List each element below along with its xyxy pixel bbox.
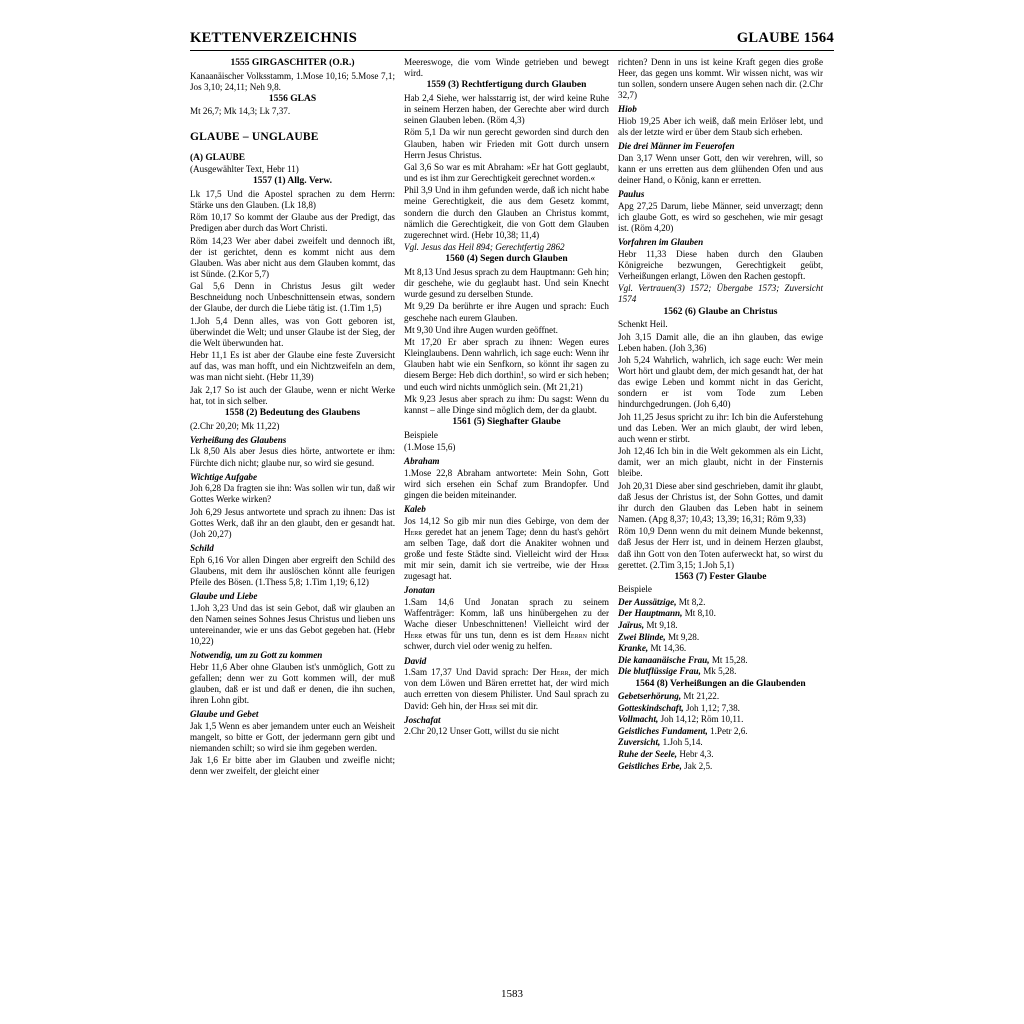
reference-list-item-title: Vollmacht,	[618, 714, 659, 725]
italic-subheading: Hiob	[618, 104, 637, 115]
italic-subheading: Wichtige Aufgabe	[190, 471, 257, 482]
reference-list-item-citation: Mt 9,28.	[665, 631, 700, 642]
italic-subheading: David	[404, 655, 427, 666]
paragraph: Röm 14,23 Wer aber dabei zweifelt und dennoch ißt, der ist gerichtet, denn es kommt nicht aus dem Glauben. Was aber nicht aus dem Glauben kommt, das ist Sünde. (2.Kor 5,7)	[190, 235, 395, 279]
paragraph: 1.Sam 14,6 Und Jonatan sprach zu seinem Waffenträger: Komm, laß uns hinübergehen zu der Wache dieser Unbeschnittenen! Vielleicht wird der Herr etwas für uns tun, denn es ist dem Herrn nicht schwer, durch viel oder wenig zu helfen.	[404, 597, 609, 652]
paragraph: Mk 9,23 Jesus aber sprach zu ihm: Du sagst: Wenn du kannst – alle Dinge sind möglich dem, der da glaubt.	[404, 393, 609, 415]
paragraph: Röm 10,9 Denn wenn du mit deinem Munde bekennst, daß Jesus der Herr ist, und in deinem Herzen glaubst, daß ihn Gott von den Toten auferweckt hat, so wirst du gerettet. (2.Tim 3,15; 1.Joh 5,1)	[618, 526, 823, 570]
reference-list-item-citation: Mt 14,36.	[648, 643, 687, 654]
paragraph: Apg 27,25 Darum, liebe Männer, seid unverzagt; denn ich glaube Gott, es wird so geschehen, wie mir gesagt ist. (Röm 4,20)	[618, 200, 823, 234]
reference-list-item-citation: Hebr 4,3.	[677, 749, 714, 760]
reference-list-item	[618, 749, 823, 760]
cross-reference: Vgl. Jesus das Heil 894; Gerechtfertig 2862	[404, 242, 565, 253]
reference-list-item-citation: Mt 9,18.	[644, 619, 678, 630]
italic-subheading: Paulus	[618, 189, 645, 200]
paragraph: 1.Mose 22,8 Abraham antwortete: Mein Sohn, Gott wird sich ersehen ein Schaf zum Brandopfer. Und gingen die beiden miteinander.	[404, 467, 609, 501]
italic-subheading: Abraham	[404, 456, 440, 467]
entry-heading: 1555 GIRGASCHITER (O.R.)	[230, 58, 355, 68]
paragraph: Joh 6,28 Da fragten sie ihn: Was sollen wir tun, daß wir Gottes Werke wirken?	[190, 483, 395, 505]
italic-subheading: Glaube und Gebet	[190, 709, 259, 720]
column-3	[618, 57, 823, 962]
reference-list-item-citation: Jak 2,5.	[681, 760, 713, 771]
paragraph: 1.Sam 17,37 Und David sprach: Der Herr, der mich von dem Löwen und Bären errettet hat, der wird mich auch erretten von diesem Philister. Und Saul sprach zu David: Geh hin, der Herr sei mit dir.	[404, 667, 609, 711]
italic-subheading: Glaube und Liebe	[190, 590, 258, 601]
entry-heading: 1558 (2) Bedeutung des Glaubens	[224, 408, 361, 419]
reference-list-item-citation: Joh 1,12; 7,38.	[683, 702, 740, 713]
entry-heading: 1560 (4) Segen durch Glauben	[445, 254, 568, 265]
paragraph: Röm 10,17 So kommt der Glaube aus der Predigt, das Predigen aber durch das Wort Christi.	[190, 212, 395, 234]
paragraph: Jak 2,17 So ist auch der Glaube, wenn er nicht Werke hat, tot in sich selber.	[190, 384, 395, 406]
reference-list-item	[618, 666, 823, 677]
paragraph: Phil 3,9 Und in ihm gefunden werde, daß ich nicht habe meine Gerechtigkeit, die aus dem Gesetz kommt, sondern die durch den Glauben an Christus kommt, nämlich die Gerechtigkeit, die von Gott dem Glauben zugerechnet wird. (Hebr 10,38; 11,4)	[404, 185, 609, 240]
paragraph: Joh 5,24 Wahrlich, wahrlich, ich sage euch: Wer mein Wort hört und glaubt dem, der mich gesandt hat, der hat das ewige Leben und kommt nicht in das Gericht, sondern er ist vom Tode zum Leben hindurchgedrungen. (Joh 6,40)	[618, 354, 823, 410]
italic-subheading: Schild	[190, 543, 214, 553]
reference-list-item-citation: Mk 5,28.	[700, 666, 737, 677]
paragraph: Jak 1,6 Er bitte aber im Glauben und zweifle nicht; denn wer zweifelt, der gleicht einer	[190, 755, 395, 777]
paragraph: Hebr 11,1 Es ist aber der Glaube eine feste Zuversicht auf das, was man hofft, und ein Nichtzweifeln an dem, was man nicht sieht. (Hebr 11,39)	[190, 350, 395, 383]
running-head	[190, 30, 834, 50]
reference-list-item	[618, 643, 823, 654]
reference-list-item	[618, 608, 823, 619]
paragraph: Hab 2,4 Siehe, wer halsstarrig ist, der wird keine Ruhe in seinem Herzen haben, der Gerechte aber wird durch seinen Glauben leben. (Röm 4,3)	[404, 92, 609, 126]
entry-heading: 1561 (5) Sieghafter Glaube	[452, 417, 561, 428]
paragraph: richten? Denn in uns ist keine Kraft gegen dies große Heer, das gegen uns kommt. Wir wissen nicht, was wir tun sollen, sondern unsere Augen sehen nach dir. (2.Chr 32,7)	[618, 57, 823, 101]
paragraph: Hebr 11,33 Diese haben durch den Glauben Königreiche bezwungen, Gerechtigkeit geübt, Verheißungen erlangt, Löwen den Rachen gestopft.	[618, 248, 823, 281]
header-rule	[190, 50, 834, 51]
paragraph: (1.Mose 15,6)	[404, 442, 456, 453]
paragraph: Joh 6,29 Jesus antwortete und sprach zu ihnen: Das ist Gottes Werk, daß ihr an den glaubt, den er gesandt hat. (Joh 20,27)	[190, 506, 395, 539]
paragraph: Hebr 11,6 Aber ohne Glauben ist's unmöglich, Gott zu gefallen; denn wer zu Gott kommen will, der muß glauben, daß er ist und daß er denen, die ihn suchen, ihren Lohn gibt.	[190, 661, 395, 705]
reference-list-item	[618, 761, 823, 772]
reference-list-item-title: Die blutflüssige Frau,	[618, 666, 701, 677]
reference-list-item-title: Die kanaanäische Frau,	[618, 654, 710, 665]
running-head-title: GLAUBE	[736, 30, 800, 46]
reference-list-item	[618, 737, 823, 748]
paragraph: Dan 3,17 Wenn unser Gott, den wir verehren, will, so kann er uns erretten aus dem glühenden Ofen und aus deiner Hand, o König, kann er erretten.	[618, 152, 823, 186]
entry-heading: 1556 GLAS	[268, 93, 317, 104]
paragraph: Mt 8,13 Und Jesus sprach zu dem Hauptmann: Geh hin; dir geschehe, wie du geglaubt hast. Und sein Knecht wurde gesund zu derselben Stunde.	[404, 266, 609, 300]
page-number: 1583	[501, 988, 523, 1000]
paragraph: Mt 26,7; Mk 14,3; Lk 7,37.	[190, 106, 291, 117]
reference-list-item-title: Der Hauptmann,	[618, 608, 683, 619]
paragraph: Joh 11,25 Jesus spricht zu ihr: Ich bin die Auferstehung und das Leben. Wer an mich glaubt, der wird leben, auch wenn er stirbt.	[618, 411, 823, 444]
reference-list-item-citation: Mt 21,22.	[681, 691, 720, 702]
paragraph: 1.Joh 3,23 Und das ist sein Gebot, daß wir glauben an den Namen seines Sohnes Jesus Christus und lieben uns untereinander, wie er uns das Gebot gegeben hat. (Hebr 10,22)	[190, 602, 395, 646]
reference-list-item-citation: Joh 14,12; Röm 10,11.	[658, 714, 744, 725]
column-2	[404, 57, 618, 962]
italic-subheading: Verheißung des Glaubens	[190, 434, 287, 445]
paragraph: Jak 1,5 Wenn es aber jemandem unter euch an Weisheit mangelt, so bitte er Gott, der jedermann gern gibt und niemanden schilt; so wird sie ihm gegeben werden.	[190, 720, 395, 753]
text-columns	[190, 57, 834, 962]
paragraph: Kanaanäischer Volksstamm, 1.Mose 10,16; 5.Mose 7,1; Jos 3,10; 24,11; Neh 9,8.	[190, 70, 395, 92]
paragraph: Mt 9,29 Da berührte er ihre Augen und sprach: Euch geschehe nach eurem Glauben.	[404, 301, 609, 323]
section-heading: GLAUBE – UNGLAUBE	[190, 130, 319, 143]
paragraph: Gal 3,6 So war es mit Abraham: »Er hat Gott geglaubt, und es ist ihm zur Gerechtigkeit gerechnet worden.«	[404, 161, 609, 184]
reference-list-item-title: Der Aussätzige,	[618, 596, 677, 607]
paragraph: Beispiele	[404, 429, 438, 440]
paragraph: Hiob 19,25 Aber ich weiß, daß mein Erlöser lebt, und als der letzte wird er über dem Staub sich erheben.	[618, 116, 823, 138]
paragraph: Beispiele	[618, 584, 652, 595]
italic-subheading: Jonatan	[404, 585, 435, 596]
entry-heading: 1559 (3) Rechtfertigung durch Glauben	[426, 80, 587, 91]
column-1	[190, 57, 404, 962]
italic-subheading: Joschafat	[404, 714, 441, 725]
reference-list-item	[618, 691, 823, 702]
running-head-number: 1564	[803, 30, 834, 46]
sub-heading: (A) GLAUBE	[190, 152, 245, 163]
cross-reference: Vgl. Vertrauen(3) 1572; Übergabe 1573; Zuversicht 1574	[618, 283, 823, 305]
reference-list-item-title: Ruhe der Seele,	[618, 749, 678, 760]
paragraph: Meereswoge, die vom Winde getrieben und bewegt wird.	[404, 57, 609, 79]
reference-list-item	[618, 597, 823, 608]
reference-list-item-title: Gebetserhörung,	[618, 691, 682, 702]
paragraph: Gal 5,6 Denn in Christus Jesus gilt weder Beschneidung noch Unbeschnittensein etwas, sondern der Glaube, der durch die Liebe tätig ist. (1.Tim 1,5)	[190, 281, 395, 314]
entry-heading: 1564 (8) Verheißungen an die Glaubenden	[635, 678, 806, 689]
reference-list-item	[618, 726, 823, 737]
running-head-left: KETTENVERZEICHNIS	[190, 30, 358, 46]
paragraph: 1.Joh 5,4 Denn alles, was von Gott geboren ist, überwindet die Welt; und unser Glaube ist der Sieg, der die Welt überwunden hat.	[190, 315, 395, 348]
reference-list-item	[618, 620, 823, 631]
paragraph: Joh 20,31 Diese aber sind geschrieben, damit ihr glaubt, daß Jesus der Christus ist, der Sohn Gottes, und damit ihr durch den Glauben das Leben habt in seinem Namen. (Apg 8,37; 10,43; 13,39; 16,31; Röm 9,33)	[618, 480, 824, 524]
reference-list-item-title: Jaïrus,	[618, 619, 645, 630]
entry-heading: 1557 (1) Allg. Verw.	[253, 176, 332, 187]
reference-list-item-title: Zuversicht,	[618, 737, 661, 748]
entry-heading: 1562 (6) Glaube an Christus	[663, 306, 778, 317]
reference-list-item	[618, 632, 823, 643]
reference-list-item-title: Geistliches Erbe,	[618, 760, 682, 771]
reference-list-item-citation: 1.Petr 2,6.	[707, 725, 748, 736]
reference-list-item-citation: Mt 8,10.	[682, 608, 716, 619]
paragraph: (2.Chr 20,20; Mk 11,22)	[190, 420, 280, 431]
reference-list-item-citation: Mt 15,28.	[709, 654, 748, 665]
reference-list-item-citation: 1.Joh 5,14.	[660, 737, 703, 748]
paragraph: Schenkt Heil.	[618, 319, 668, 330]
reference-list-item	[618, 703, 823, 714]
paragraph: Lk 17,5 Und die Apostel sprachen zu dem Herrn: Stärke uns den Glauben. (Lk 18,8)	[190, 188, 395, 210]
paragraph: Röm 5,1 Da wir nun gerecht geworden sind durch den Glauben, haben wir Frieden mit Gott durch unsern Herrn Jesus Christus.	[404, 127, 609, 160]
paragraph: Mt 17,20 Er aber sprach zu ihnen: Wegen eures Kleinglaubens. Denn wahrlich, ich sage euch: Wenn ihr Glauben habt wie ein Senfkorn, so könnt ihr sagen zu diesem Berge: Heb dich dorthin!, so wird er sich heben; und euch wird nichts unmöglich sein. (Mt 21,21)	[404, 337, 609, 392]
reference-list-item-title: Gotteskindschaft,	[618, 702, 684, 713]
entry-heading: 1563 (7) Fester Glaube	[674, 571, 767, 582]
paragraph: Lk 8,50 Als aber Jesus dies hörte, antwortete er ihm: Fürchte dich nicht; glaube nur, so wird sie gesund.	[190, 446, 395, 468]
reference-list-item-citation: Mt 8,2.	[676, 596, 706, 607]
italic-subheading: Vorfahren im Glauben	[618, 237, 704, 248]
paragraph: 2.Chr 20,12 Unser Gott, willst du sie nicht	[404, 726, 560, 737]
italic-subheading: Die drei Männer im Feuerofen	[618, 141, 735, 152]
reference-list-item-title: Zwei Blinde,	[618, 631, 666, 642]
paragraph: Eph 6,16 Vor allen Dingen aber ergreift den Schild des Glaubens, mit dem ihr auslöschen könnt alle feurigen Pfeile des Bösen. (1.Thess 5,8; 1.Tim 1,19; 6,12)	[190, 554, 395, 587]
running-head-right	[737, 30, 834, 47]
paragraph: Joh 3,15 Damit alle, die an ihn glauben, das ewige Leben haben. (Joh 3,36)	[618, 331, 823, 353]
paragraph: Joh 12,46 Ich bin in die Welt gekommen als ein Licht, damit, wer an mich glaubt, nicht in der Finsternis bleibe.	[618, 446, 823, 479]
paragraph: (Ausgewählter Text, Hebr 11)	[190, 163, 299, 174]
reference-list-item-title: Kranke,	[618, 643, 649, 654]
reference-list-item	[618, 714, 823, 725]
reference-list-item	[618, 655, 823, 666]
paragraph: Mt 9,30 Und ihre Augen wurden geöffnet.	[404, 324, 558, 335]
italic-subheading: Notwendig, um zu Gott zu kommen	[190, 649, 323, 660]
reference-list-item-title: Geistliches Fundament,	[618, 725, 708, 736]
italic-subheading: Kaleb	[404, 504, 426, 515]
paragraph: Jos 14,12 So gib mir nun dies Gebirge, von dem der Herr geredet hat an jenem Tage; denn du hast's gehört am selben Tage, daß dort die Anakiter wohnen und große und feste Städte sind. Vielleicht wird der Herr mit mir sein, damit ich sie vertreibe, wie der Herr zugesagt hat.	[404, 515, 609, 582]
